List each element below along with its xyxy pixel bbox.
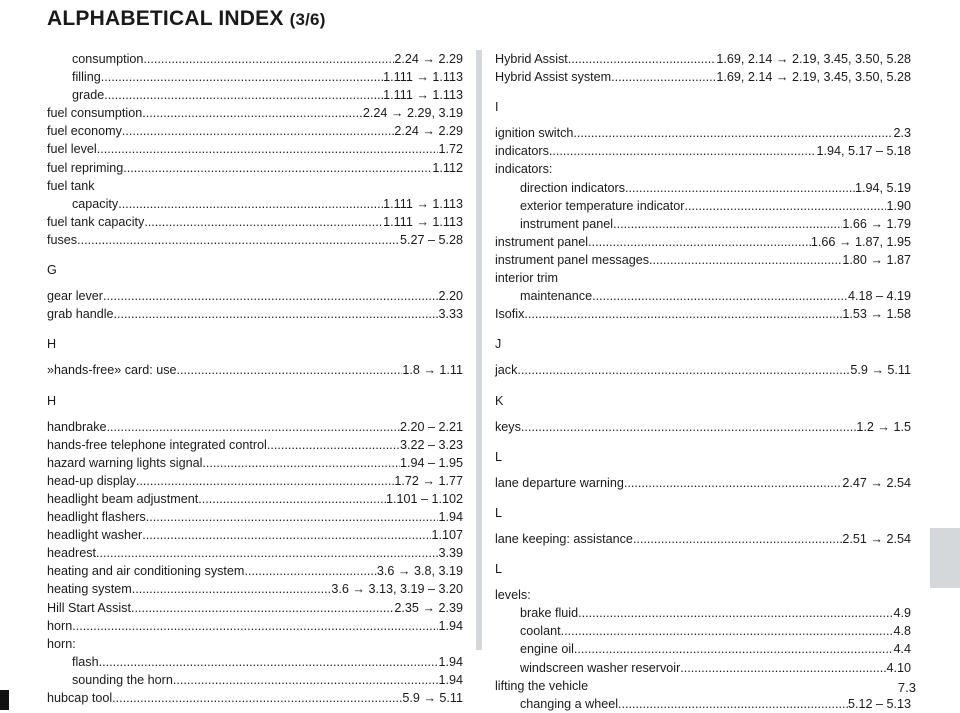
dot-leader: [573, 124, 893, 142]
index-entry: [495, 68, 911, 86]
entry-term: fuel level: [47, 142, 97, 157]
dot-leader: [524, 305, 842, 323]
entry-term: maintenance: [520, 289, 593, 304]
section-letter-l: L: [495, 562, 503, 577]
index-entry: [495, 197, 911, 215]
page-reference: 3.22 – 3.23: [399, 437, 463, 452]
page-reference: 2.51 → 2.54: [842, 531, 911, 546]
entry-term: headlight flashers: [47, 510, 146, 525]
page-reference: 2.24 → 2.29: [394, 124, 463, 139]
dot-leader: [132, 580, 332, 598]
page-reference: 1.111 → 1.113: [383, 214, 463, 229]
entry-term: grab handle: [47, 307, 114, 322]
dot-leader: [517, 361, 850, 379]
entry-term: instrument panel: [520, 216, 614, 231]
page-reference: 1.66 → 1.79: [842, 216, 911, 231]
dot-leader: [202, 454, 400, 472]
page-reference: 1.94: [438, 654, 463, 669]
dot-leader: [122, 122, 394, 140]
dot-leader: [611, 68, 716, 86]
dot-leader: [104, 86, 383, 104]
entry-term: headrest: [47, 546, 97, 561]
page-reference: 1.72: [438, 142, 463, 157]
dot-leader: [144, 213, 383, 231]
entry-term: interior trim: [495, 271, 558, 286]
entry-term: heating and air conditioning system: [47, 564, 245, 579]
page-reference: 1.94, 5.17 – 5.18: [816, 144, 911, 159]
entry-term: jack: [495, 363, 518, 378]
section-letter-l: L: [495, 505, 503, 520]
dot-leader: [549, 142, 817, 160]
page-reference: 4.4: [893, 642, 911, 657]
index-entry: [47, 526, 463, 544]
dot-leader: [112, 689, 402, 707]
index-entry: [495, 418, 911, 436]
dot-leader: [649, 251, 842, 269]
index-entry: [47, 544, 463, 562]
index-heading: [495, 677, 911, 695]
index-entry: [47, 195, 463, 213]
page-reference: 1.80 → 1.87: [842, 252, 911, 267]
entry-term: brake fluid: [520, 606, 579, 621]
page-reference: 1.94: [438, 672, 463, 687]
page-reference: 1.112: [432, 160, 463, 175]
dot-leader: [97, 140, 439, 158]
column-divider: [476, 50, 482, 650]
page-reference: 4.8: [893, 624, 911, 639]
dot-leader: [146, 508, 439, 526]
dot-leader: [618, 695, 848, 713]
dot-leader: [118, 195, 383, 213]
dot-leader: [267, 436, 400, 454]
title-suffix: (3/6): [289, 10, 326, 29]
entry-term: lane keeping: assistance: [495, 531, 633, 546]
page-reference: 5.9 → 5.11: [850, 363, 911, 378]
entry-term: fuel repriming: [47, 160, 124, 175]
dot-leader: [131, 599, 394, 617]
dot-leader: [107, 418, 400, 436]
entry-term: changing a wheel: [520, 696, 619, 711]
dot-leader: [244, 562, 376, 580]
index-entry: [495, 124, 911, 142]
dot-leader: [198, 490, 386, 508]
entry-term: headlight beam adjustment: [47, 491, 199, 506]
index-entry: [47, 86, 463, 104]
index-entry: [495, 215, 911, 233]
entry-term: headlight washer: [47, 528, 143, 543]
entry-term: ignition switch: [495, 126, 574, 141]
entry-term: handbrake: [47, 419, 107, 434]
dot-leader: [561, 622, 894, 640]
index-group: [495, 361, 911, 379]
index-entry: [495, 474, 911, 492]
index-entry: [47, 122, 463, 140]
entry-term: direction indicators: [520, 180, 625, 195]
index-entry: [47, 490, 463, 508]
index-group: [47, 361, 463, 379]
index-entry: [47, 508, 463, 526]
entry-term: Isofix: [495, 307, 525, 322]
index-entry: [47, 580, 463, 598]
entry-term: gear lever: [47, 289, 104, 304]
index-group: [47, 287, 463, 323]
page-reference: 3.6 → 3.13, 3.19 – 3.20: [331, 582, 463, 597]
index-entry: [47, 305, 463, 323]
entry-term: exterior temperature indicator: [520, 198, 685, 213]
entry-term: lane departure warning: [495, 475, 624, 490]
page-reference: 1.94 – 1.95: [399, 455, 463, 470]
index-heading: [495, 160, 911, 178]
index-entry: [495, 305, 911, 323]
dot-leader: [77, 231, 400, 249]
entry-term: horn:: [47, 636, 76, 651]
page-reference: 1.111 → 1.113: [383, 196, 463, 211]
page-reference: 2.3: [893, 126, 911, 141]
page-reference: 1.66 → 1.87, 1.95: [810, 234, 911, 249]
dot-leader: [633, 530, 842, 548]
dot-leader: [574, 640, 894, 658]
dot-leader: [103, 287, 438, 305]
dot-leader: [99, 653, 439, 671]
entry-term: sounding the horn: [72, 672, 173, 687]
dot-leader: [685, 197, 887, 215]
entry-term: hubcap tool: [47, 691, 113, 705]
index-entry: [47, 617, 463, 635]
page-reference: 5.9 → 5.11: [402, 691, 463, 705]
dot-leader: [625, 179, 855, 197]
page-reference: 1.2 → 1.5: [856, 419, 911, 434]
index-entry: [495, 695, 911, 713]
page-reference: 1.94, 5.19: [854, 180, 911, 195]
page-number: 7.3: [897, 680, 916, 695]
dot-leader: [136, 472, 394, 490]
index-entry: [47, 159, 463, 177]
entry-term: filling: [72, 70, 101, 85]
entry-term: engine oil: [520, 642, 574, 657]
title-text: ALPHABETICAL INDEX: [47, 7, 284, 30]
dot-leader: [101, 68, 383, 86]
page-reference: 5.12 – 5.13: [847, 696, 911, 711]
index-entry: [47, 599, 463, 617]
entry-term: fuel consumption: [47, 106, 143, 121]
dot-leader: [173, 671, 439, 689]
index-heading: [495, 269, 911, 287]
index-entry: [47, 104, 463, 122]
dot-leader: [142, 104, 363, 122]
entry-term: »hands-free» card: use: [47, 363, 177, 378]
page-reference: 1.72 → 1.77: [394, 473, 463, 488]
page-reference: 2.35 → 2.39: [394, 600, 463, 615]
entry-term: coolant: [520, 624, 561, 639]
dot-leader: [592, 287, 848, 305]
page-reference: 1.111 → 1.113: [383, 70, 463, 85]
page-reference: 4.9: [893, 606, 911, 621]
entry-term: Hybrid Assist system: [495, 70, 612, 85]
entry-term: hands-free telephone integrated control: [47, 437, 267, 452]
entry-term: hazard warning lights signal: [47, 455, 203, 470]
dot-leader: [588, 233, 811, 251]
section-letter-h: H: [47, 393, 57, 408]
index-heading: [47, 177, 463, 195]
section-letter-i: I: [495, 100, 499, 115]
page-reference: 1.94: [438, 510, 463, 525]
entry-term: indicators: [495, 144, 549, 159]
index-entry: [495, 251, 911, 269]
page-reference: 4.10: [886, 660, 911, 675]
entry-term: instrument panel: [495, 234, 589, 249]
page-reference: 2.20: [438, 289, 463, 304]
entry-term: Hybrid Assist: [495, 52, 568, 66]
entry-term: capacity: [72, 196, 119, 211]
index-entry: [495, 604, 911, 622]
index-group: [495, 418, 911, 436]
dot-leader: [143, 50, 394, 68]
index-entry: [47, 213, 463, 231]
index-entry: [47, 689, 463, 707]
index-entry: [47, 418, 463, 436]
entry-term: fuel tank capacity: [47, 214, 145, 229]
index-entry: [47, 287, 463, 305]
dot-leader: [521, 418, 856, 436]
page-reference: 1.111 → 1.113: [383, 88, 463, 103]
right-column: [495, 50, 911, 713]
page-reference: 1.107: [431, 528, 463, 543]
index-group: [495, 530, 911, 548]
index-entry: [47, 436, 463, 454]
page-reference: 1.101 – 1.102: [385, 491, 463, 506]
index-group: [495, 124, 911, 323]
index-group: [495, 50, 911, 86]
entry-term: flash: [72, 654, 99, 669]
dot-leader: [123, 159, 432, 177]
page-title: [47, 7, 326, 31]
entry-term: lifting the vehicle: [495, 678, 589, 693]
index-entry: [495, 530, 911, 548]
index-entry: [495, 361, 911, 379]
section-letter-h: H: [47, 337, 57, 352]
index-entry: [47, 562, 463, 580]
dot-leader: [568, 50, 717, 68]
index-entry: [47, 140, 463, 158]
index-entry: [47, 361, 463, 379]
entry-term: indicators:: [495, 162, 553, 177]
index-entry: [495, 287, 911, 305]
dot-leader: [578, 604, 893, 622]
entry-term: levels:: [495, 588, 531, 603]
dot-leader: [114, 305, 439, 323]
index-heading: [47, 635, 463, 653]
page-reference: 1.90: [886, 198, 911, 213]
left-column: [47, 50, 463, 707]
index-entry: [47, 231, 463, 249]
page-reference: 2.24 → 2.29, 3.19: [362, 106, 463, 121]
page-reference: 3.33: [438, 307, 463, 322]
section-letter-g: G: [47, 263, 57, 278]
entry-term: fuel economy: [47, 124, 122, 139]
page-reference: 3.39: [438, 546, 463, 561]
page-reference: 1.69, 2.14 → 2.19, 3.45, 3.50, 5.28: [716, 70, 911, 85]
page-reference: 5.27 – 5.28: [399, 232, 463, 247]
page-reference: 4.18 – 4.19: [847, 289, 911, 304]
dot-leader: [72, 617, 438, 635]
dot-leader: [96, 544, 438, 562]
entry-term: horn: [47, 618, 73, 633]
corner-mark: [0, 690, 9, 710]
index-entry: [47, 454, 463, 472]
entry-term: fuel tank: [47, 178, 95, 193]
dot-leader: [613, 215, 842, 233]
section-letter-l: L: [495, 449, 503, 464]
index-entry: [495, 659, 911, 677]
entry-term: windscreen washer reservoir: [520, 660, 681, 675]
section-tab: [930, 528, 960, 588]
entry-term: Hill Start Assist: [47, 600, 131, 615]
page-reference: 1.69, 2.14 → 2.19, 3.45, 3.50, 5.28: [716, 52, 911, 66]
dot-leader: [142, 526, 431, 544]
index-heading: [495, 586, 911, 604]
index-group: [47, 418, 463, 708]
index-entry: [47, 653, 463, 671]
index-entry: [495, 622, 911, 640]
index-entry: [47, 671, 463, 689]
page-reference: 1.8 → 1.11: [402, 363, 463, 378]
index-group: [47, 50, 463, 249]
index-entry: [495, 50, 911, 68]
page-reference: 3.6 → 3.8, 3.19: [376, 564, 463, 579]
index-group: [495, 474, 911, 492]
index-entry: [495, 640, 911, 658]
index-group: [495, 586, 911, 713]
index-entry: [495, 179, 911, 197]
index-entry: [47, 68, 463, 86]
index-entry: [495, 233, 911, 251]
dot-leader: [680, 659, 886, 677]
entry-term: heating system: [47, 582, 132, 597]
section-letter-k: K: [495, 393, 504, 408]
index-entry: [47, 472, 463, 490]
entry-term: fuses: [47, 232, 78, 247]
page-reference: 2.47 → 2.54: [842, 475, 911, 490]
section-letter-j: J: [495, 337, 502, 352]
page-reference: 2.20 – 2.21: [399, 419, 463, 434]
entry-term: consumption: [72, 52, 144, 66]
dot-leader: [177, 361, 403, 379]
page-reference: 1.94: [438, 618, 463, 633]
index-entry: [47, 50, 463, 68]
dot-leader: [624, 474, 843, 492]
entry-term: instrument panel messages: [495, 252, 650, 267]
page-reference: 2.24 → 2.29: [394, 52, 463, 66]
index-entry: [495, 142, 911, 160]
entry-term: grade: [72, 88, 105, 103]
page-reference: 1.53 → 1.58: [842, 307, 911, 322]
entry-term: head-up display: [47, 473, 136, 488]
entry-term: keys: [495, 419, 521, 434]
